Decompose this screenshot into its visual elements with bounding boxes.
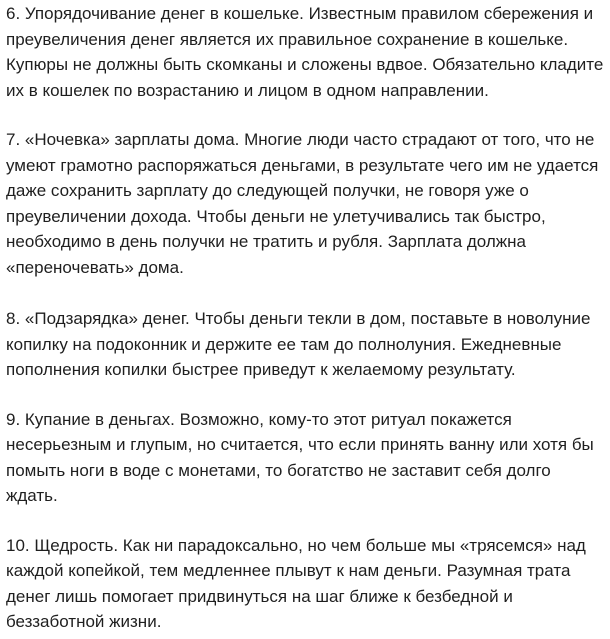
- text-line: преувеличении дохода. Чтобы деньги не улетучивались так быстро,: [6, 206, 546, 226]
- paragraph-money-recharge: [6, 306, 606, 383]
- text-line: Купюры не должны быть скомканы и сложены вдвое. Обязательно кладите: [6, 55, 604, 74]
- text-line: копилку на подоконник и держите ее там до полнолуния. Ежедневные: [6, 334, 562, 354]
- text-line: 8. «Подзарядка» денег. Чтобы деньги текли в дом, поставьте в новолуние: [6, 309, 591, 328]
- paragraph-salary-overnight: [6, 127, 606, 280]
- paragraph-bathing-in-money: [6, 407, 606, 509]
- text-line: необходимо в день получки не тратить и рубля. Зарплата должна: [6, 232, 527, 251]
- text-line: 10. Щедрость. Как ни парадоксально, но чем больше мы «трясемся» над: [6, 535, 586, 555]
- text-line: несерьезным и глупым, но считается, что если принять ванну или хотя бы: [6, 435, 594, 454]
- text-line: денег лишь помогает придвинуться на шаг ближе к безбедной и: [6, 586, 513, 606]
- text-line: пополнения копилки быстрее приведут к желаемому результату.: [6, 360, 516, 379]
- text-line: преувеличения денег является их правильное сохранение в кошельке.: [6, 29, 569, 49]
- text-line: помыть ноги в воде с монетами, то богатство не заставит себя долго: [6, 460, 551, 480]
- article-body: [0, 1, 610, 635]
- text-line: 9. Купание в деньгах. Возможно, кому-то этот ритуал покажется: [6, 409, 512, 429]
- text-line: умеют грамотно распоряжаться деньгами, в результате чего им не удается: [6, 155, 599, 175]
- paragraph-wallet-order: [6, 1, 606, 103]
- text-line: даже сохранить зарплату до следующей получки, не говоря уже о: [6, 181, 529, 200]
- text-line: 7. «Ночевка» зарплаты дома. Многие люди часто страдают от того, что не: [6, 130, 595, 149]
- text-line: каждой копейкой, тем медленнее плывут к нам деньги. Разумная трата: [6, 561, 571, 580]
- text-line: беззаботной жизни.: [6, 612, 162, 631]
- text-line: 6. Упорядочивание денег в кошельке. Известным правилом сбережения и: [6, 4, 594, 23]
- text-line: «переночевать» дома.: [6, 257, 184, 277]
- text-line: ждать.: [6, 486, 58, 505]
- text-line: их в кошелек по возрастанию и лицом в одном направлении.: [6, 80, 489, 100]
- paragraph-generosity: [6, 533, 606, 635]
